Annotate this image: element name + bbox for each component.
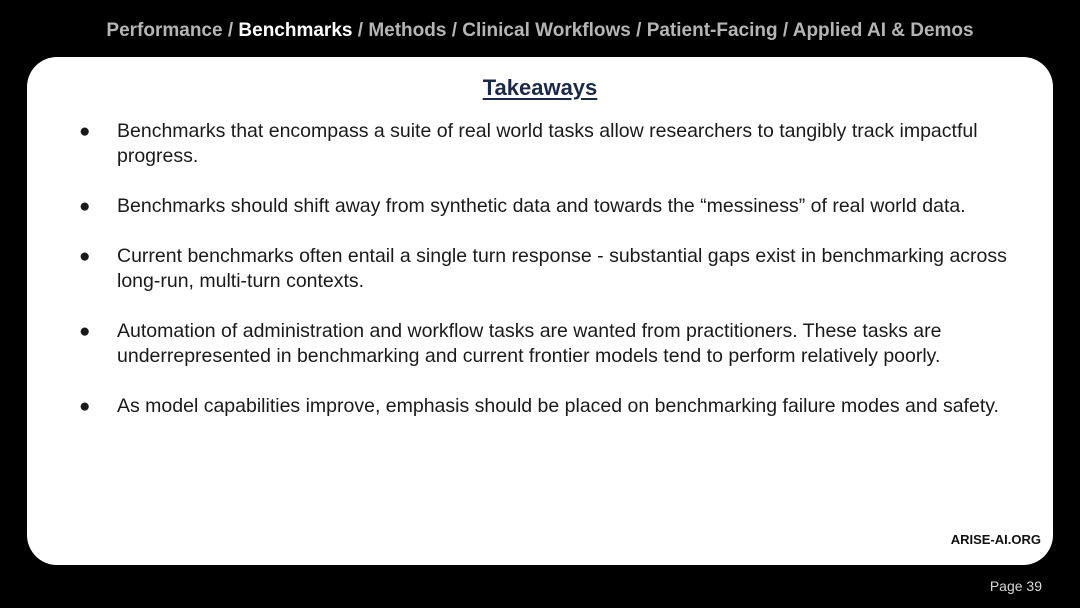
bullet-dot-icon: ● — [79, 246, 91, 267]
list-item — [75, 394, 1025, 419]
list-item-text: Benchmarks should shift away from synthetic data and towards the “messiness” of real world data. — [117, 195, 966, 217]
page-number: Page 39 — [989, 578, 1042, 594]
list-item — [75, 119, 1025, 169]
bullet-dot-icon: ● — [79, 121, 91, 142]
takeaways-card — [27, 57, 1053, 565]
breadcrumb-separator: / — [777, 20, 793, 41]
bullet-dot-icon: ● — [79, 196, 91, 217]
list-item — [75, 244, 1025, 294]
breadcrumb-item-performance[interactable]: Performance — [106, 20, 223, 41]
bullet-dot-icon: ● — [79, 396, 91, 417]
breadcrumb-item-benchmarks[interactable]: Benchmarks — [238, 20, 353, 41]
breadcrumb-item-applied-ai-demos[interactable]: Applied AI & Demos — [792, 20, 974, 41]
list-item-text: Automation of administration and workflow tasks are wanted from practitioners. These tasks are underrepresented in benchmarking and current frontier models tend to perform relatively poorly. — [117, 320, 942, 367]
takeaways-list — [75, 119, 1025, 444]
breadcrumb-separator: / — [630, 20, 647, 41]
list-item-text: Current benchmarks often entail a single turn response - substantial gaps exist in benchmarking across long-run, multi-turn contexts. — [117, 245, 1007, 292]
breadcrumb — [0, 20, 1080, 42]
list-item-text: As model capabilities improve, emphasis should be placed on benchmarking failure modes and safety. — [117, 395, 999, 417]
card-title: Takeaways — [482, 75, 598, 100]
breadcrumb-separator: / — [446, 20, 463, 41]
list-item-text: Benchmarks that encompass a suite of real world tasks allow researchers to tangibly track impactful progress. — [117, 120, 978, 167]
breadcrumb-item-methods[interactable]: Methods — [368, 20, 447, 41]
breadcrumb-item-clinical-workflows[interactable]: Clinical Workflows — [462, 20, 631, 41]
breadcrumb-item-patient-facing[interactable]: Patient-Facing — [646, 20, 778, 41]
breadcrumb-separator: / — [222, 20, 239, 41]
bullet-dot-icon: ● — [79, 321, 91, 342]
list-item — [75, 319, 1025, 369]
breadcrumb-separator: / — [352, 20, 369, 41]
list-item — [75, 194, 1025, 219]
brand-label: ARISE-AI.ORG — [950, 532, 1041, 547]
